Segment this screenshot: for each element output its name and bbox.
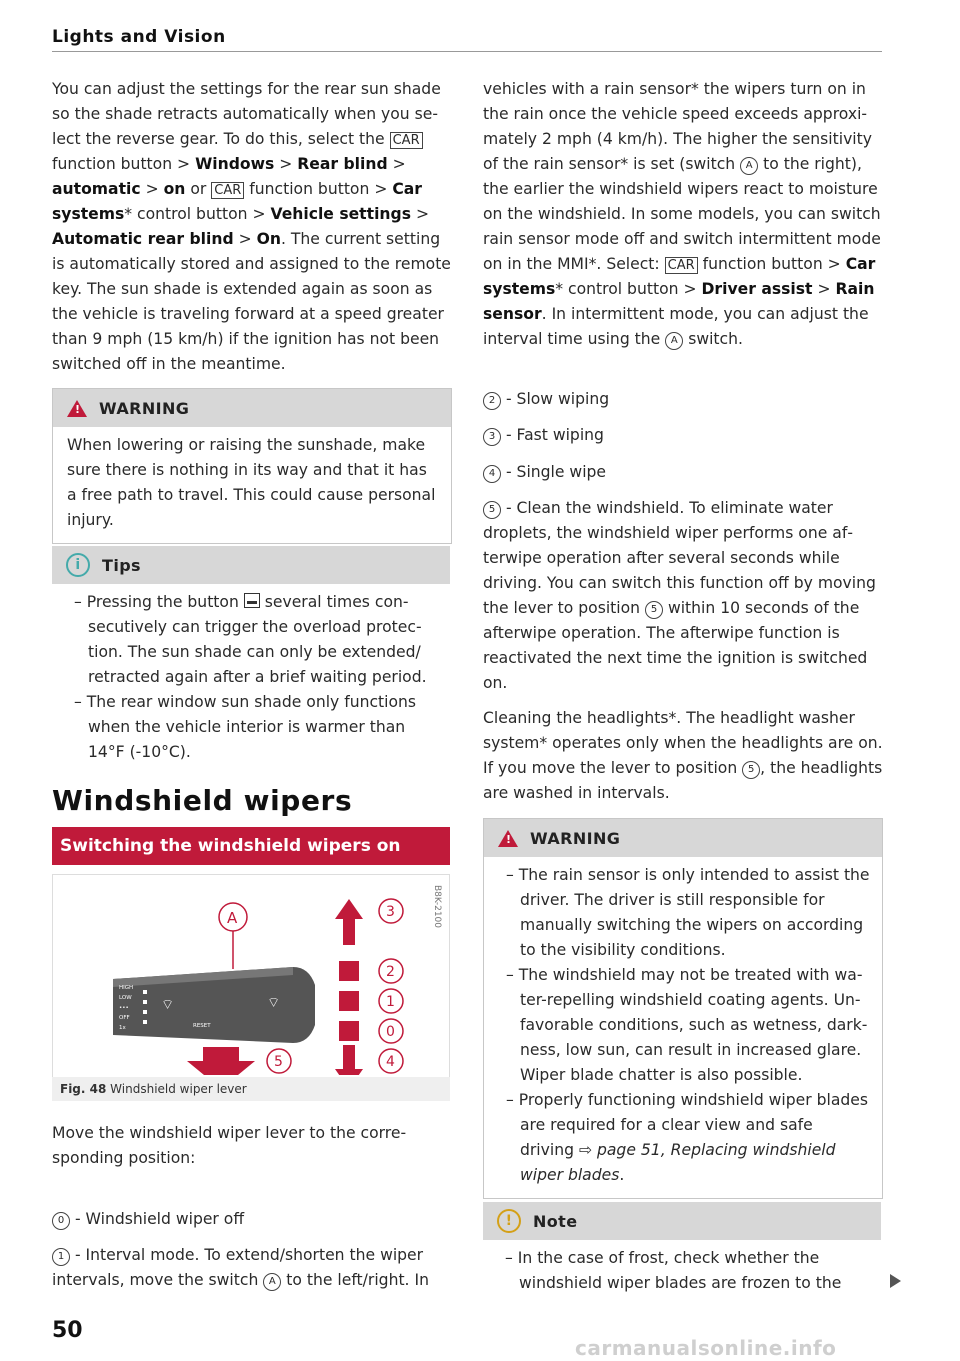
wiper-icon-right: ⌔ bbox=[267, 995, 281, 1011]
callout-a-label: A bbox=[227, 909, 238, 927]
svg-text:2: 2 bbox=[386, 964, 395, 980]
position-4-text: 4 - Single wipe bbox=[483, 460, 883, 485]
car-key: CAR bbox=[390, 132, 423, 149]
wiper-lever-diagram bbox=[53, 875, 449, 1075]
note-item: – In the case of frost, check whether the windshield wiper blades are frozen to the bbox=[505, 1249, 842, 1292]
svg-text:•••: ••• bbox=[119, 1005, 129, 1011]
subsection-heading: Switching the windshield wipers on bbox=[52, 827, 450, 865]
move-lever-text: Move the windshield wiper lever to the corresponding position: bbox=[52, 1124, 407, 1167]
arrow-position-3 bbox=[335, 899, 363, 945]
car-key: CAR bbox=[211, 182, 244, 199]
figure-wiper-lever bbox=[52, 874, 450, 1096]
note-box bbox=[483, 1202, 881, 1306]
square-position-2 bbox=[339, 961, 359, 981]
wiper-icon-left: ⌔ bbox=[161, 997, 175, 1013]
svg-text:1: 1 bbox=[386, 994, 395, 1010]
square-position-1 bbox=[339, 991, 359, 1011]
warning-box-right bbox=[483, 818, 883, 1199]
warning-icon: ! bbox=[67, 400, 87, 417]
square-position-0 bbox=[339, 1021, 359, 1041]
svg-text:4: 4 bbox=[386, 1054, 395, 1070]
position-0-text: 0 - Windshield wiper off bbox=[52, 1207, 452, 1232]
tips-header: i Tips bbox=[52, 546, 450, 584]
svg-text:1x: 1x bbox=[119, 1025, 126, 1031]
position-1-text: 1 - Interval mode. To extend/shorten the wiper intervals, move the switch A to the left/right. In bbox=[52, 1246, 429, 1289]
headlights-paragraph: Cleaning the headlights*. The headlight washer system* operates only when the headlights are on. If you move the lever to position 5 , the headlights are washed in intervals. bbox=[483, 709, 883, 802]
info-icon: i bbox=[66, 553, 90, 577]
continue-arrow-icon bbox=[890, 1274, 901, 1288]
footer-watermark: carmanualsonline.info bbox=[575, 1336, 837, 1360]
warning-item: – The windshield may not be treated with water-repelling windshield coating agents. Unfavorable conditions, such as wetness, darkness, low sun, can result in increased glare. Wiper blade chatter is also possible. bbox=[506, 966, 868, 1084]
svg-text:RESET: RESET bbox=[193, 1023, 211, 1029]
svg-text:HIGH: HIGH bbox=[119, 985, 134, 991]
sunshade-button-icon bbox=[244, 593, 260, 608]
note-header: ! Note bbox=[483, 1202, 881, 1240]
tip-item: – Pressing the button several times consecutively can trigger the overload protection. The sun shade can only be extended/ retracted again after a brief waiting period. bbox=[74, 593, 427, 686]
section-header: Lights and Vision bbox=[52, 27, 226, 47]
position-5-text: 5 - Clean the windshield. To eliminate water droplets, the windshield wiper performs one afterwipe operation after several seconds while driving. You can switch this function off by moving the lever to position 5 within 10 seconds of the afterwipe operation. The afterwipe function is reactivated the next time the ignition is switched on. bbox=[483, 499, 876, 692]
rain-sensor-paragraph: vehicles with a rain sensor* the wipers turn on in the rain once the vehicle speed exceeds approximately 2 mph (4 km/h). The higher the sensitivity of the rain sensor* is set (switch A to the right), the earlier the windshield wipers react to moisture on the windshield. In some models, you can switch rain sensor mode off and switch intermittent mode on in the MMI*. Select: CAR function button > Car systems* control button > Driver assist > Rain sensor. In intermittent mode, you can adjust the interval time using the A switch. bbox=[483, 80, 881, 348]
page-number: 50 bbox=[52, 1318, 83, 1343]
position-3-text: 3 - Fast wiping bbox=[483, 423, 883, 448]
page-link[interactable]: ⇨ page 51, Replacing windshield wiper blades bbox=[520, 1141, 836, 1184]
note-icon: ! bbox=[497, 1209, 521, 1233]
header-rule bbox=[52, 51, 882, 52]
warning-header: ! WARNING bbox=[53, 389, 451, 427]
warning-item: – The rain sensor is only intended to assist the driver. The driver is still responsible for manually switching the wipers on according to the visibility conditions. bbox=[506, 866, 870, 959]
warning-box-left bbox=[52, 388, 452, 544]
svg-text:OFF: OFF bbox=[119, 1015, 130, 1021]
warning-header: ! WARNING bbox=[484, 819, 882, 857]
svg-text:0: 0 bbox=[386, 1024, 395, 1040]
section-heading: Windshield wipers bbox=[52, 784, 353, 817]
figure-code: B8K-2100 bbox=[432, 885, 442, 929]
svg-text:5: 5 bbox=[274, 1054, 283, 1070]
arrow-position-4 bbox=[335, 1045, 363, 1075]
svg-text:3: 3 bbox=[386, 904, 395, 920]
position-2-text: 2 - Slow wiping bbox=[483, 387, 883, 412]
warning-icon: ! bbox=[498, 830, 518, 847]
tip-item: – The rear window sun shade only functions when the vehicle interior is warmer than 14°F (-10°C). bbox=[74, 693, 417, 761]
intro-paragraph: You can adjust the settings for the rear sun shade so the shade retracts automatically when you select the reverse gear. To do this, select the CAR function button > Windows > Rear blind > automatic > on or CAR function button > Car systems* control button > Vehicle settings > Automatic rear blind > On. The current setting is automatically stored and assigned to the remote key. The sun shade is extended again as soon as the vehicle is traveling forward at a speed greater than 9 mph (15 km/h) if the ignition has not been switched off in the meantime. bbox=[52, 80, 451, 373]
arrow-position-5 bbox=[187, 1047, 255, 1075]
car-key: CAR bbox=[665, 257, 698, 274]
tips-box bbox=[52, 546, 450, 775]
warning-item: – Properly functioning windshield wiper blades are required for a clear view and safe driving ⇨ page 51, Replacing windshield wiper blades. bbox=[506, 1091, 869, 1184]
svg-text:LOW: LOW bbox=[119, 995, 132, 1001]
figure-caption: Fig. 48 Windshield wiper lever bbox=[52, 1077, 450, 1101]
warning-text: When lowering or raising the sunshade, make sure there is nothing in its way and that it has a free path to travel. This could cause personal injury. bbox=[67, 436, 436, 529]
